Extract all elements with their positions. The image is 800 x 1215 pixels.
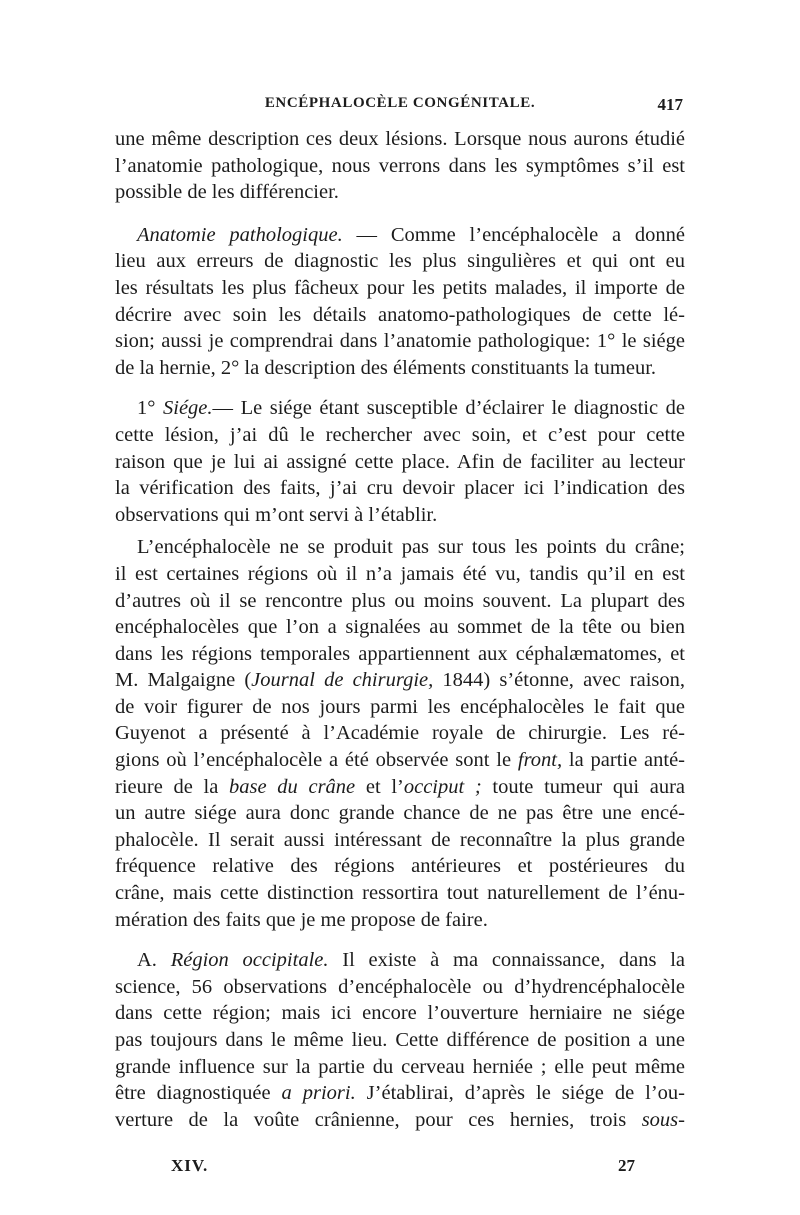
- heading-prefix: 1°: [137, 397, 163, 420]
- page-number: 417: [657, 95, 683, 114]
- section-heading: Siége.: [163, 397, 213, 420]
- section-heading: Région occipitale.: [170, 949, 329, 972]
- text-fragment: M. Malgaigne (: [115, 669, 252, 692]
- paragraph-gap: [115, 206, 685, 222]
- text-line: [115, 774, 685, 801]
- text-line: la vérification des faits, j’ai cru devoir placer ici l’indication des: [115, 477, 685, 500]
- text-fragment: 1844) s’étonne, avec raison,: [433, 669, 685, 692]
- text-line: dans les régions temporales appartiennent aux céphalæmatomes, et: [115, 642, 685, 665]
- emphasis-base: base du crâne: [229, 775, 356, 798]
- text-fragment: gions où l’encéphalocèle a été observée sont le: [115, 749, 518, 772]
- text-fragment: — Comme l’encéphalocèle a donné: [342, 223, 685, 246]
- folio-number: 27: [618, 1156, 635, 1175]
- text-fragment: Il existe à ma connaissance, dans la: [328, 949, 685, 972]
- text-line: de voir figurer de nos jours parmi les encéphalocèles le fait que: [115, 695, 685, 718]
- emphasis-front: front,: [517, 749, 563, 772]
- text-line: [115, 222, 685, 249]
- text-line: raison que je lui ai assigné cette place. Afin de faciliter au lecteur: [115, 450, 685, 473]
- text-line: il est certaines régions où il n’a jamais été vu, tandis qu’il en est: [115, 562, 685, 585]
- text-fragment: toute tumeur qui aura: [481, 775, 685, 798]
- text-line: phalocèle. Il serait aussi intéressant de reconnaître la plus grande: [115, 828, 685, 851]
- text-fragment: rieure de la: [115, 775, 230, 798]
- heading-prefix: A.: [137, 949, 171, 972]
- journal-title: Journal de chirurgie,: [251, 669, 434, 692]
- text-line: [115, 747, 685, 774]
- emphasis-a-priori: a priori.: [281, 1082, 356, 1105]
- text-fragment: verture de la voûte crânienne, pour ces hernies, trois: [115, 1108, 642, 1131]
- text-line: pas toujours dans le même lieu. Cette différence de position a une: [115, 1029, 685, 1051]
- text-line: de la hernie, 2° la description des éléments constituants la tumeur.: [115, 356, 657, 379]
- emphasis-occiput: occiput ;: [403, 775, 482, 798]
- paragraph-gap: [115, 933, 685, 947]
- text-line: L’encéphalocèle ne se produit pas sur tous les points du crâne;: [137, 536, 685, 559]
- text-fragment: être diagnostiquée: [115, 1082, 282, 1105]
- text-line: Guyenot a présenté à l’Académie royale de chirurgie. Les ré-: [115, 722, 685, 745]
- text-line: [115, 1107, 685, 1134]
- running-header: [115, 95, 685, 121]
- page-footer: [115, 1156, 685, 1182]
- text-line: sion; aussi je comprendrai dans l’anatomie pathologique: 1° le siége: [115, 330, 685, 353]
- text-line: fréquence relative des régions antérieures et postérieures du: [115, 855, 685, 878]
- text-line: [115, 1080, 685, 1107]
- body-text: [115, 126, 685, 1133]
- text-line: crâne, mais cette distinction ressortira tout naturellement de l’énu-: [115, 882, 685, 905]
- text-line: mération des faits que je me propose de faire.: [115, 908, 488, 931]
- text-line: lieu aux erreurs de diagnostic les plus singulières et qui ont eu: [115, 250, 685, 273]
- text-line: un autre siége aura donc grande chance de ne pas être une encé-: [115, 802, 685, 825]
- emphasis-sous: sous-: [641, 1108, 685, 1131]
- signature-mark: XIV.: [171, 1156, 209, 1175]
- text-line: [115, 947, 685, 974]
- text-line: [115, 395, 685, 422]
- text-fragment: J’établirai, d’après le siége de l’ou-: [355, 1082, 685, 1105]
- running-title: ENCÉPHALOCÈLE CONGÉNITALE.: [264, 95, 536, 111]
- text-line: science, 56 observations d’encéphalocèle ou d’hydrencéphalocèle: [115, 975, 685, 998]
- text-line: possible de les différencier.: [115, 181, 339, 204]
- text-line: dans cette région; mais ici encore l’ouverture herniaire ne siége: [115, 1002, 685, 1025]
- text-line: décrire avec soin les détails anatomo-pathologiques de cette lé-: [115, 303, 685, 326]
- paragraph-gap: [115, 381, 685, 395]
- section-heading: Anatomie pathologique.: [137, 223, 343, 246]
- text-line: observations qui m’ont servi à l’établir.: [115, 503, 438, 526]
- text-line: cette lésion, j’ai dû le rechercher avec soin, et c’est pour cette: [115, 423, 685, 446]
- text-line: grande influence sur la partie du cerveau herniée ; elle peut même: [115, 1055, 685, 1078]
- text-line: une même description ces deux lésions. Lorsque nous aurons étudié: [115, 128, 685, 150]
- text-line: d’autres où il se rencontre plus ou moins souvent. La plupart des: [115, 589, 685, 612]
- text-line: [115, 667, 685, 694]
- text-fragment: — Le siége étant susceptible d’éclairer le diagnostic de: [212, 397, 685, 420]
- text-fragment: et l’: [355, 775, 404, 798]
- text-fragment: la partie anté-: [562, 749, 685, 772]
- text-line: l’anatomie pathologique, nous verrons dans les symptômes s’il est: [115, 154, 685, 177]
- text-line: encéphalocèles que l’on a signalées au sommet de la tête ou bien: [115, 616, 685, 639]
- text-line: les résultats les plus fâcheux pour les petits malades, il importe de: [115, 276, 685, 299]
